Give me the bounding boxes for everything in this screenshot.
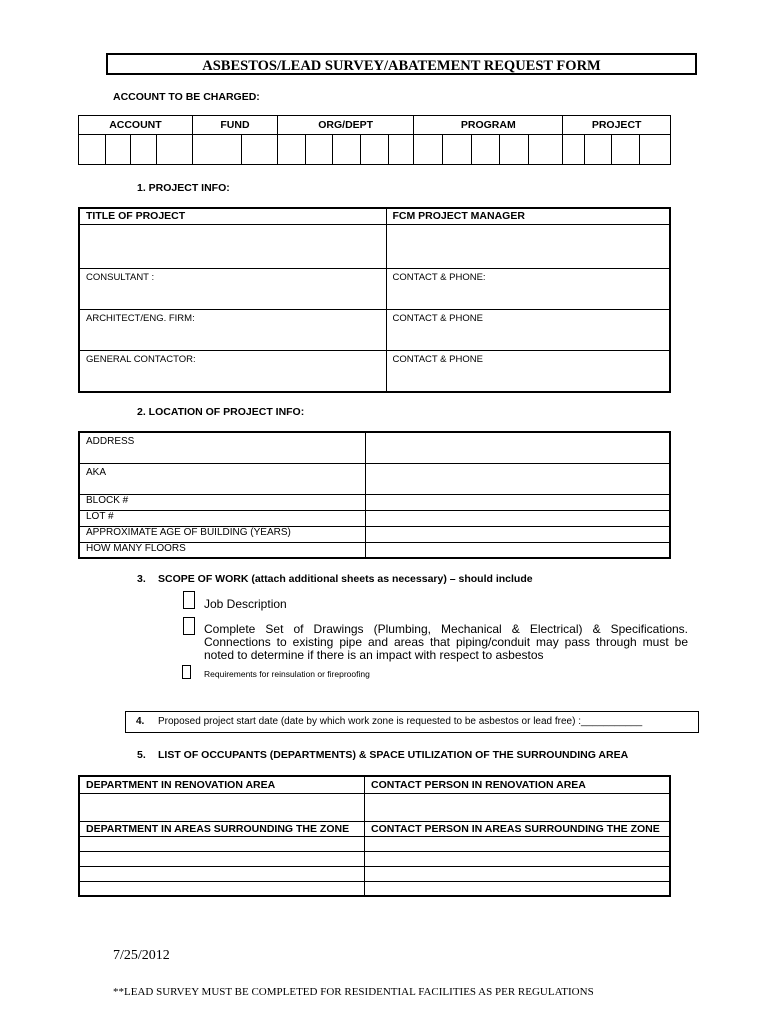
contact-surrounding-field[interactable] (365, 881, 671, 896)
section1-heading: 1. PROJECT INFO: (137, 182, 230, 194)
section5-number: 5. (137, 749, 146, 761)
account-digit-cell[interactable] (131, 135, 157, 165)
architect-contact-label: CONTACT & PHONE (392, 312, 483, 324)
floors-label: HOW MANY FLOORS (79, 542, 366, 558)
project-digit-cell[interactable] (563, 135, 584, 165)
building-age-label: APPROXIMATE AGE OF BUILDING (YEARS) (79, 526, 366, 542)
dept-surrounding-field[interactable] (79, 851, 365, 866)
fund-digit-cell[interactable] (192, 135, 241, 165)
general-contractor-label: GENERAL CONTACTOR: (86, 353, 196, 365)
aka-field[interactable] (366, 463, 671, 494)
section4-number: 4. (136, 716, 145, 727)
general-contractor-contact-label: CONTACT & PHONE (392, 353, 483, 365)
address-label: ADDRESS (79, 432, 366, 463)
org-digit-cell[interactable] (361, 135, 389, 165)
reinsulation-checkbox[interactable] (182, 665, 191, 679)
footer-date: 7/25/2012 (113, 948, 170, 963)
org-dept-header: ORG/DEPT (278, 116, 414, 135)
section3-number: 3. (137, 573, 146, 585)
job-description-label: Job Description (204, 597, 287, 611)
form-title: ASBESTOS/LEAD SURVEY/ABATEMENT REQUEST FORM (106, 53, 697, 75)
program-digit-cell[interactable] (500, 135, 529, 165)
dept-surrounding-field[interactable] (79, 836, 365, 851)
architect-contact-field[interactable] (386, 309, 670, 350)
block-field[interactable] (366, 494, 671, 510)
org-digit-cell[interactable] (305, 135, 333, 165)
reinsulation-label: Requirements for reinsulation or fireproofing (204, 669, 370, 679)
fund-digit-cell[interactable] (241, 135, 277, 165)
project-digit-cell[interactable] (612, 135, 640, 165)
contact-surrounding-field[interactable] (365, 836, 671, 851)
occupants-table (78, 775, 671, 897)
account-digit-cell[interactable] (105, 135, 131, 165)
address-field[interactable] (366, 432, 671, 463)
account-digit-cell[interactable] (156, 135, 192, 165)
footer-note: **LEAD SURVEY MUST BE COMPLETED FOR RESIDENTIAL FACILITIES AS PER REGULATIONS (113, 986, 594, 998)
dept-renovation-label: DEPARTMENT IN RENOVATION AREA (79, 776, 365, 793)
project-header: PROJECT (563, 116, 671, 135)
org-digit-cell[interactable] (278, 135, 306, 165)
fund-header: FUND (192, 116, 277, 135)
job-description-checkbox[interactable] (183, 591, 195, 609)
drawings-checkbox[interactable] (183, 617, 195, 635)
dept-surrounding-label: DEPARTMENT IN AREAS SURROUNDING THE ZONE (79, 821, 365, 836)
dept-surrounding-field[interactable] (79, 881, 365, 896)
org-digit-cell[interactable] (388, 135, 414, 165)
start-date-box[interactable] (125, 711, 699, 733)
drawings-label: Complete Set of Drawings (Plumbing, Mechanical & Electrical) & Specifications. Connections to existing pipe and areas that piping/conduit may pass through must be noted to determine if there is an impact with respect to asbestos (204, 622, 688, 662)
lot-field[interactable] (366, 510, 671, 526)
program-digit-cell[interactable] (529, 135, 563, 165)
aka-label: AKA (79, 463, 366, 494)
general-contractor-field[interactable] (79, 350, 386, 392)
dept-renovation-field[interactable] (79, 793, 365, 821)
block-label: BLOCK # (79, 494, 366, 510)
program-digit-cell[interactable] (443, 135, 472, 165)
project-info-table (78, 207, 671, 393)
architect-field[interactable] (79, 309, 386, 350)
section2-heading: 2. LOCATION OF PROJECT INFO: (137, 406, 305, 418)
contact-surrounding-field[interactable] (365, 866, 671, 881)
architect-label: ARCHITECT/ENG. FIRM: (86, 312, 195, 324)
project-digit-cell[interactable] (584, 135, 612, 165)
project-digit-cell[interactable] (639, 135, 670, 165)
account-charged-label: ACCOUNT TO BE CHARGED: (113, 91, 260, 103)
consultant-contact-field[interactable] (386, 268, 670, 309)
fcm-project-manager-field[interactable] (386, 224, 670, 268)
section3-heading: SCOPE OF WORK (attach additional sheets as necessary) – should include (158, 573, 533, 585)
account-table (78, 115, 671, 165)
start-date-label: Proposed project start date (date by which work zone is requested to be asbestos or lead free) :___________ (158, 716, 643, 727)
title-of-project-field[interactable] (79, 224, 386, 268)
dept-surrounding-field[interactable] (79, 866, 365, 881)
title-of-project-label: TITLE OF PROJECT (79, 208, 386, 224)
program-digit-cell[interactable] (414, 135, 443, 165)
general-contractor-contact-field[interactable] (386, 350, 670, 392)
section5-heading: LIST OF OCCUPANTS (DEPARTMENTS) & SPACE UTILIZATION OF THE SURROUNDING AREA (158, 749, 629, 761)
fcm-project-manager-label: FCM PROJECT MANAGER (386, 208, 670, 224)
consultant-field[interactable] (79, 268, 386, 309)
program-header: PROGRAM (414, 116, 563, 135)
building-age-field[interactable] (366, 526, 671, 542)
contact-surrounding-field[interactable] (365, 851, 671, 866)
consultant-contact-label: CONTACT & PHONE: (392, 271, 486, 283)
org-digit-cell[interactable] (333, 135, 361, 165)
contact-renovation-field[interactable] (365, 793, 671, 821)
floors-field[interactable] (366, 542, 671, 558)
contact-renovation-label: CONTACT PERSON IN RENOVATION AREA (365, 776, 671, 793)
location-table (78, 431, 671, 559)
lot-label: LOT # (79, 510, 366, 526)
program-digit-cell[interactable] (471, 135, 500, 165)
contact-surrounding-label: CONTACT PERSON IN AREAS SURROUNDING THE ZONE (365, 821, 671, 836)
account-header: ACCOUNT (79, 116, 193, 135)
account-digit-cell[interactable] (79, 135, 106, 165)
consultant-label: CONSULTANT : (86, 271, 155, 283)
